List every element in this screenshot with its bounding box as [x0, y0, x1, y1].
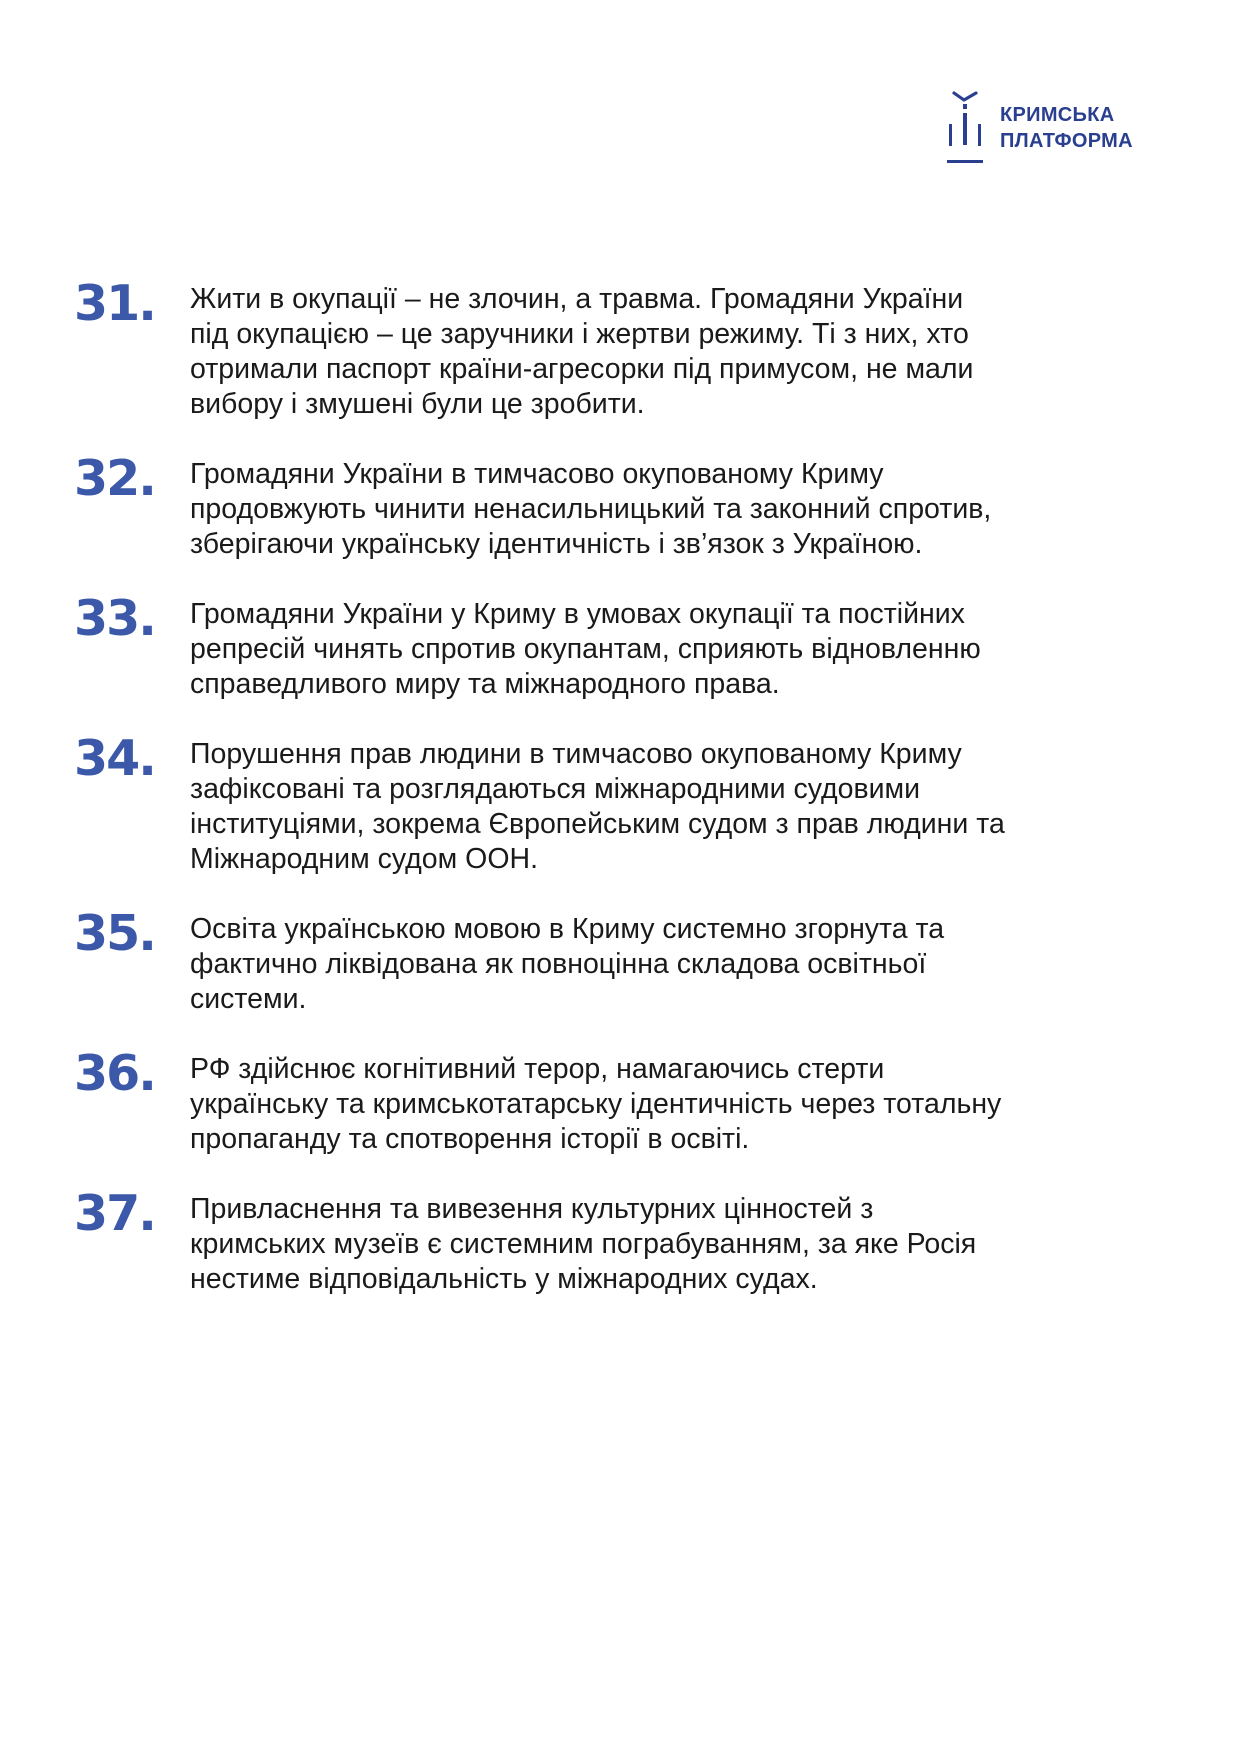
thesis-number: 36.: [74, 1045, 155, 1102]
crimea-platform-logo: [944, 90, 1133, 166]
thesis-text: [190, 597, 1180, 702]
thesis-text-line: Міжнародним судом ООН.: [190, 843, 538, 875]
thesis-31: [74, 275, 1184, 457]
thesis-text-line: кримських музеїв є системним пограбуванням, за яке Росія: [190, 1228, 977, 1260]
thesis-text-line: під окупацією – це заручники і жертви режиму. Ті з них, хто: [190, 318, 969, 350]
thesis-text-line: РФ здійснює когнітивний терор, намагаючись стерти: [190, 1053, 885, 1085]
thesis-36: [74, 1045, 1184, 1192]
thesis-number: 35.: [74, 905, 155, 962]
thesis-text: [190, 737, 1180, 877]
thesis-number: 34.: [74, 730, 155, 787]
thesis-text: [190, 912, 1180, 1017]
thesis-35: [74, 905, 1184, 1052]
logo-line-2: ПЛАТФОРМА: [1000, 130, 1133, 152]
thesis-text-line: справедливого миру та міжнародного права.: [190, 668, 780, 700]
thesis-number: 33.: [74, 590, 155, 647]
thesis-text-line: пропаганду та спотворення історії в освіті.: [190, 1123, 750, 1155]
thesis-text: [190, 1192, 1180, 1297]
thesis-37: [74, 1185, 1184, 1332]
thesis-text-line: продовжують чинити ненасильницький та законний спротив,: [190, 493, 992, 525]
thesis-text-line: зберігаючи українську ідентичність і зв’язок з Україною.: [190, 528, 923, 560]
thesis-text-line: інституціями, зокрема Європейським судом з прав людини та: [190, 808, 1005, 840]
thesis-text-line: зафіксовані та розглядаються міжнародними судовими: [190, 773, 921, 805]
thesis-number: 32.: [74, 450, 155, 507]
thesis-text-line: українську та кримськотатарську ідентичність через тотальну: [190, 1088, 1002, 1120]
thesis-text: [190, 282, 1180, 422]
thesis-text-line: Громадяни України у Криму в умовах окупації та постійних: [190, 598, 965, 630]
thesis-text-line: фактично ліквідована як повноцінна складова освітньої: [190, 948, 927, 980]
thesis-text-line: Жити в окупації – не злочин, а травма. Громадяни України: [190, 283, 964, 315]
thesis-number: 31.: [74, 275, 155, 332]
thesis-33: [74, 590, 1184, 737]
thesis-text: [190, 1052, 1180, 1157]
logo-line-1: КРИМСЬКА: [1000, 104, 1115, 126]
thesis-34: [74, 730, 1184, 912]
crimea-platform-emblem-icon: [944, 90, 986, 166]
thesis-text-line: системи.: [190, 983, 307, 1015]
thesis-text-line: Громадяни України в тимчасово окупованому Криму: [190, 458, 884, 490]
thesis-text-line: репресій чинять спротив окупантам, сприяють відновленню: [190, 633, 981, 665]
thesis-text-line: нестиме відповідальність у міжнародних судах.: [190, 1263, 818, 1295]
theses-list: [74, 275, 1184, 1332]
thesis-text-line: отримали паспорт країни-агресорки під примусом, не мали: [190, 353, 974, 385]
thesis-text: [190, 457, 1180, 562]
thesis-text-line: Порушення прав людини в тимчасово окупованому Криму: [190, 738, 962, 770]
thesis-number: 37.: [74, 1185, 155, 1242]
thesis-32: [74, 450, 1184, 597]
logo-wordmark: [1000, 102, 1133, 154]
thesis-text-line: Освіта українською мовою в Криму системно згорнута та: [190, 913, 945, 945]
thesis-text-line: Привласнення та вивезення культурних цінностей з: [190, 1193, 874, 1225]
thesis-text-line: вибору і змушені були це зробити.: [190, 388, 645, 420]
